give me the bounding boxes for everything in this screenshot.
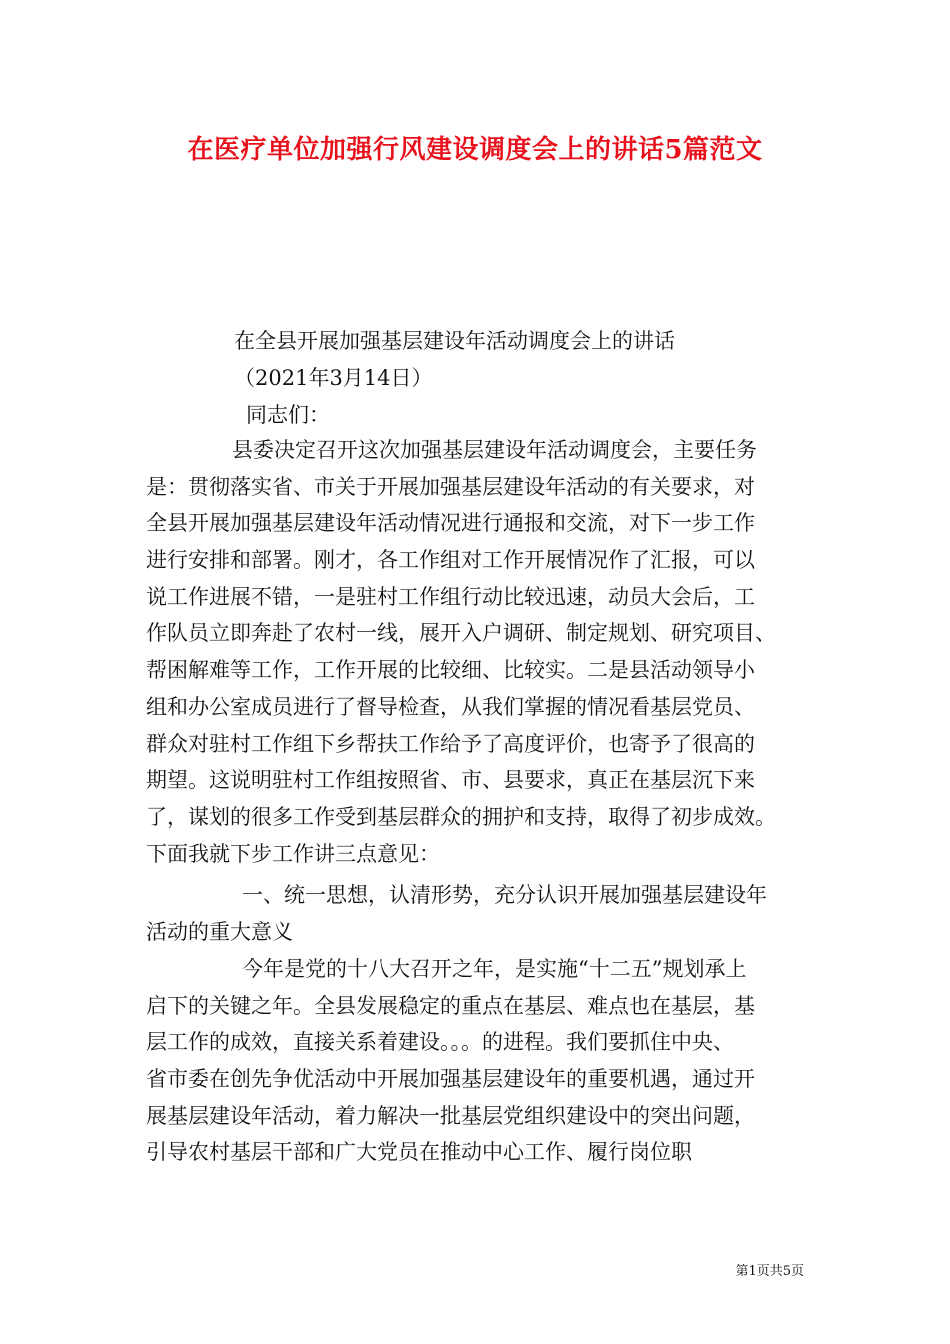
- paragraph-line: 作队员立即奔赴了农村一线，展开入户调研、制定规划、研究项目、: [146, 621, 776, 646]
- document-title: 在医疗单位加强行风建设调度会上的讲话5篇范文: [187, 135, 763, 165]
- paragraph-line: 启下的关键之年。全县发展稳定的重点在基层、难点也在基层，基: [146, 993, 755, 1018]
- paragraph-line: 期望。这说明驻村工作组按照省、市、县要求，真正在基层沉下来: [146, 768, 755, 793]
- heading-line: 一、统一思想，认清形势，充分认识开展加强基层建设年: [242, 883, 767, 907]
- paragraph-line: 了，谋划的很多工作受到基层群众的拥护和支持，取得了初步成效。: [146, 804, 776, 829]
- paragraph-line: 县委决定召开这次加强基层建设年活动调度会，主要任务: [232, 438, 757, 462]
- paragraph-line: 下面我就下步工作讲三点意见：: [146, 841, 440, 866]
- paragraph-line: 说工作进展不错，一是驻村工作组行动比较迅速，动员大会后，工: [146, 584, 755, 609]
- page-number: 第1页共5页: [735, 1264, 804, 1279]
- speech-date: （2021年3月14日）: [234, 366, 433, 390]
- paragraph-line: 帮困解难等工作，工作开展的比较细、比较实。二是县活动领导小: [146, 658, 755, 683]
- paragraph-line: 层工作的成效，直接关系着建设。。。的进程。我们要抓住中央、: [146, 1030, 734, 1055]
- heading-line: 活动的重大意义: [146, 919, 293, 944]
- paragraph-line: 全县开展加强基层建设年活动情况进行通报和交流，对下一步工作: [146, 511, 755, 536]
- paragraph-line: 今年是党的十八大召开之年，是实施“十二五”规划承上: [242, 957, 747, 981]
- paragraph-line: 省市委在创先争优活动中开展加强基层建设年的重要机遇，通过开: [146, 1067, 755, 1092]
- salutation: 同志们：: [246, 403, 330, 427]
- speech-title: 在全县开展加强基层建设年活动调度会上的讲话: [234, 329, 675, 353]
- paragraph-line: 组和办公室成员进行了督导检查，从我们掌握的情况看基层党员、: [146, 694, 755, 719]
- paragraph-line: 引导农村基层干部和广大党员在推动中心工作、履行岗位职: [146, 1140, 692, 1165]
- paragraph-2: [146, 951, 755, 1171]
- paragraph-line: 展基层建设年活动，着力解决一批基层党组织建设中的突出问题，: [146, 1103, 755, 1128]
- paragraph-line: 是：贯彻落实省、市关于开展加强基层建设年活动的有关要求，对: [146, 474, 755, 499]
- paragraph-line: 进行安排和部署。刚才，各工作组对工作开展情况作了汇报，可以: [146, 548, 755, 573]
- section-heading-1: [146, 877, 767, 950]
- paragraph-line: 群众对驻村工作组下乡帮扶工作给予了高度评价，也寄予了很高的: [146, 731, 755, 756]
- paragraph-1: [146, 432, 776, 872]
